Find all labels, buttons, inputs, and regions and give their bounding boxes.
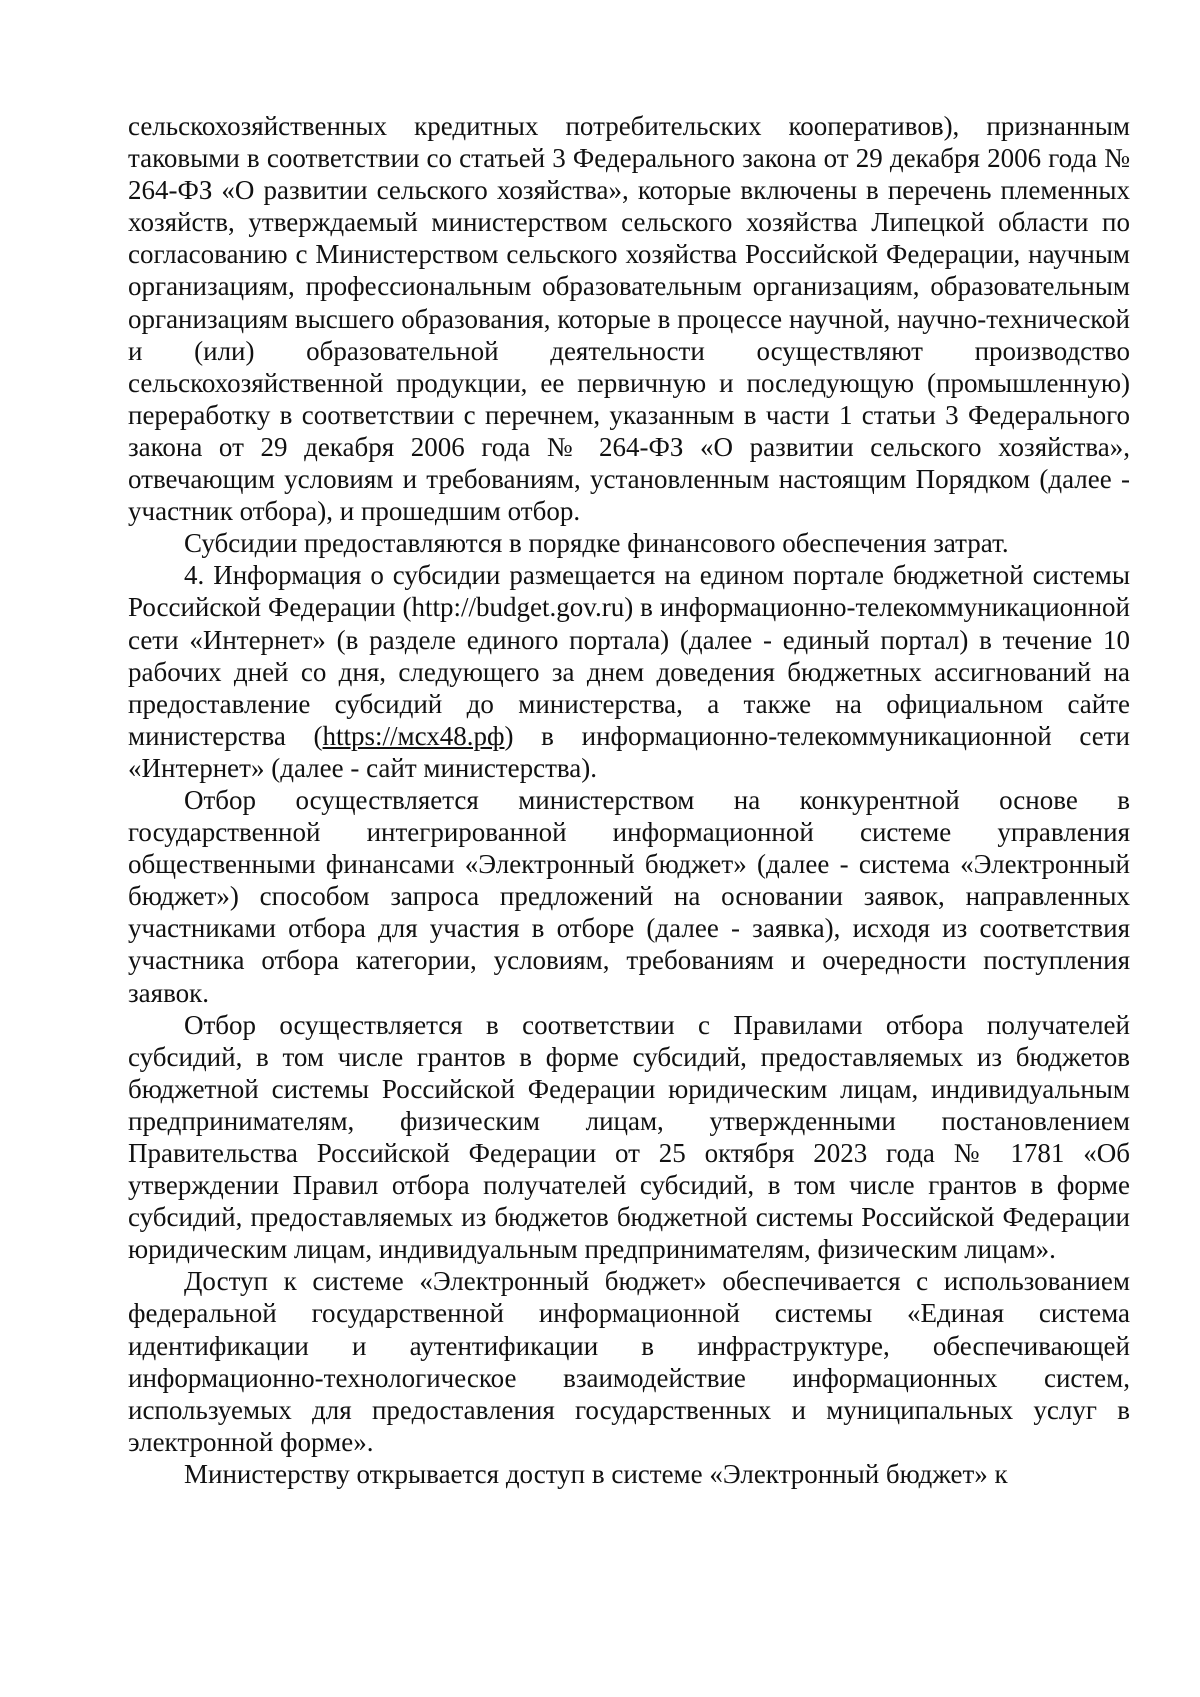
paragraph-subsidy-info-text-2: ) в информационно-телекоммуникационной сети «Интернет» (далее - сайт министерства).	[128, 720, 1130, 783]
paragraph-ministry-access: Министерству открывается доступ в системе «Электронный бюджет» к	[184, 1458, 1008, 1489]
paragraph-selection-process: Отбор осуществляется министерством на конкурентной основе в государственной интегрированной информационной системе управления общественными финансами «Электронный бюджет» (далее - система «Электронный бюджет») способом запроса предложений на основании заявок, направленных участниками отбора для участия в отборе (далее - заявка), исходя из соответствия участника отбора категории, условиям, требованиям и очередности поступления заявок.	[128, 784, 1130, 1008]
paragraph-recipients: сельскохозяйственных кредитных потребительских кооперативов), признанным таковыми в соответствии со статьей 3 Федерального закона от 29 декабря 2006 года № 264-ФЗ «О развитии сельского хозяйства», которые включены в перечень племенных хозяйств, утверждаемый министерством сельского хозяйства Липецкой области по согласованию с Министерством сельского хозяйства Российской Федерации, научным организациям, профессиональным образовательным организациям, образовательным организациям высшего образования, которые в процессе научной, научно-технической и (или) образовательной деятельности осуществляют производство сельскохозяйственной продукции, ее первичную и последующую (промышленную) переработку в соответствии с перечнем, указанным в части 1 статьи 3 Федерального закона от 29 декабря 2006 года № 264-ФЗ «О развитии сельского хозяйства», отвечающим условиям и требованиям, установленным настоящим Порядком (далее - участник отбора), и прошедшим отбор.	[128, 111, 1130, 527]
paragraph-selection-rules: Отбор осуществляется в соответствии с Правилами отбора получателей субсидий, в том числе грантов в форме субсидий, предоставляемых из бюджетов бюджетной системы Российской Федерации юридическим лицам, индивидуальным предпринимателям, физическим лицам, утвержденными постановлением Правительства Российской Федерации от 25 октября 2023 года № 1781 «Об утверждении Правил отбора получателей субсидий, в том числе грантов в форме субсидий, предоставляемых из бюджетов бюджетной системы Российской Федерации юридическим лицам, индивидуальным предпринимателям, физическим лицам».	[128, 1009, 1130, 1265]
paragraph-financing: Субсидии предоставляются в порядке финансового обеспечения затрат.	[184, 528, 1009, 559]
ministry-site-link[interactable]: https://мсх48.рф	[322, 720, 505, 751]
paragraph-system-access: Доступ к системе «Электронный бюджет» обеспечивается с использованием федеральной государственной информационной системы «Единая система идентификации и аутентификации в инфраструктуре, обеспечивающей информационно-технологическое взаимодействие информационных систем, используемых для предоставления государственных и муниципальных услуг в электронной форме».	[128, 1266, 1130, 1457]
document-page	[128, 110, 1130, 1490]
paragraph-subsidy-info	[128, 559, 1130, 784]
paragraph-subsidy-info-text-1: 4. Информация о субсидии размещается на едином портале бюджетной системы Российской Федерации (http://budget.gov.ru) в информационно-телекоммуникационной сети «Интернет» (в разделе единого портала) (далее - единый портал) в течение 10 рабочих дней со дня, следующего за днем доведения бюджетных ассигнований на предоставление субсидий до министерства, а также на официальном сайте министерства (	[128, 560, 1130, 751]
